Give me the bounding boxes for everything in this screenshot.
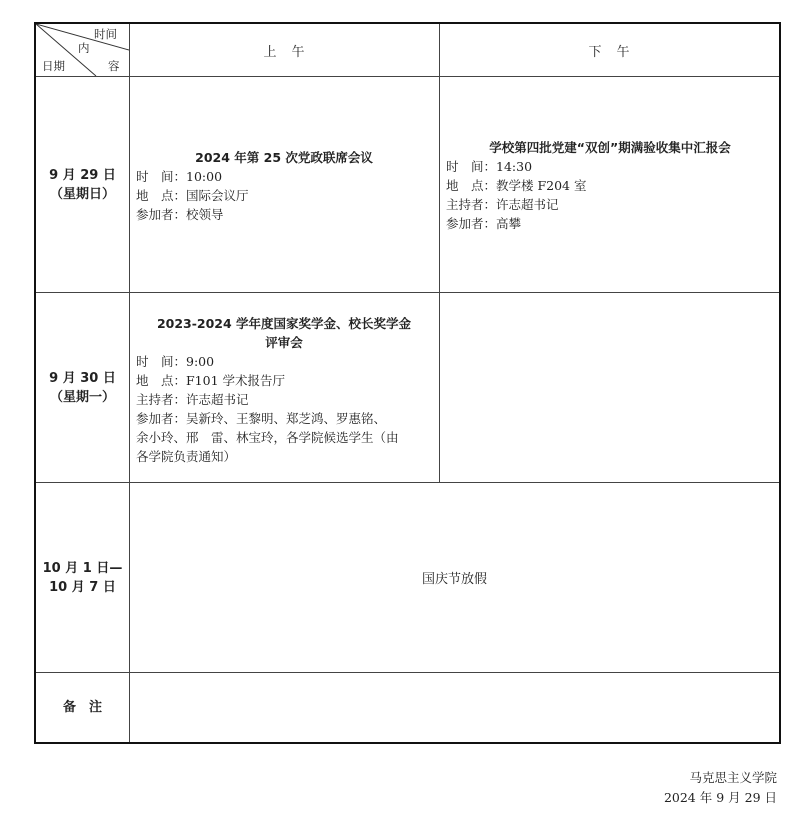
event-location: 地 点：教学楼 F204 室 bbox=[446, 178, 587, 193]
event-host: 主持者：许志超书记 bbox=[136, 392, 249, 407]
event-location: 地 点：F101 学术报告厅 bbox=[136, 373, 286, 388]
row1-am-event bbox=[136, 148, 432, 224]
header-afternoon: 下 午 bbox=[588, 44, 631, 60]
corner-label-date: 日期 bbox=[42, 59, 65, 73]
event-attendees: 参加者：吴新玲、王黎明、郑芝鸿、罗惠铭、 bbox=[136, 411, 387, 426]
header-morning: 上 午 bbox=[263, 44, 306, 60]
corner-label-time: 时间 bbox=[94, 27, 117, 41]
footer-org: 马克思主义学院 bbox=[689, 770, 777, 785]
row-divider-header bbox=[36, 76, 779, 77]
event-title-line1: 2023-2024 学年度国家奖学金、校长奖学金 bbox=[156, 316, 412, 331]
corner-header-cell bbox=[36, 24, 129, 76]
event-attendees-cont: 余小玲、邢 雷、林宝玲，各学院候选学生（由 bbox=[136, 430, 399, 445]
remarks-content bbox=[130, 673, 779, 742]
event-time: 时 间：9:00 bbox=[136, 354, 215, 369]
event-title: 2024 年第 25 次党政联席会议 bbox=[195, 150, 373, 165]
corner-label-content-a: 内 bbox=[78, 41, 90, 55]
event-time: 时 间：10:00 bbox=[136, 169, 223, 184]
remarks-label: 备 注 bbox=[62, 700, 102, 715]
row2-pm-empty bbox=[440, 293, 779, 482]
event-title: 学校第四批党建“双创”期满验收集中汇报会 bbox=[489, 140, 731, 155]
row3-date: 10 月 1 日— 10 月 7 日 bbox=[42, 560, 123, 595]
event-attendees: 参加者：校领导 bbox=[136, 207, 224, 222]
row2-date: 9 月 30 日 （星期一） bbox=[49, 370, 116, 405]
event-attendees-cont2: 各学院负责通知） bbox=[136, 449, 237, 464]
schedule-table bbox=[34, 22, 781, 744]
event-time: 时 间：14:30 bbox=[446, 159, 533, 174]
event-title-line2: 评审会 bbox=[265, 335, 303, 350]
row1-date: 9 月 29 日 （星期日） bbox=[49, 167, 116, 202]
row1-pm-event bbox=[446, 138, 774, 233]
footer-date: 2024 年 9 月 29 日 bbox=[663, 790, 777, 805]
corner-label-content-b: 容 bbox=[108, 59, 120, 73]
event-location: 地 点：国际会议厅 bbox=[136, 188, 249, 203]
event-attendees: 参加者：高攀 bbox=[446, 216, 522, 231]
row2-am-event bbox=[136, 314, 432, 466]
event-host: 主持者：许志超书记 bbox=[446, 197, 559, 212]
holiday-notice: 国庆节放假 bbox=[421, 572, 487, 587]
